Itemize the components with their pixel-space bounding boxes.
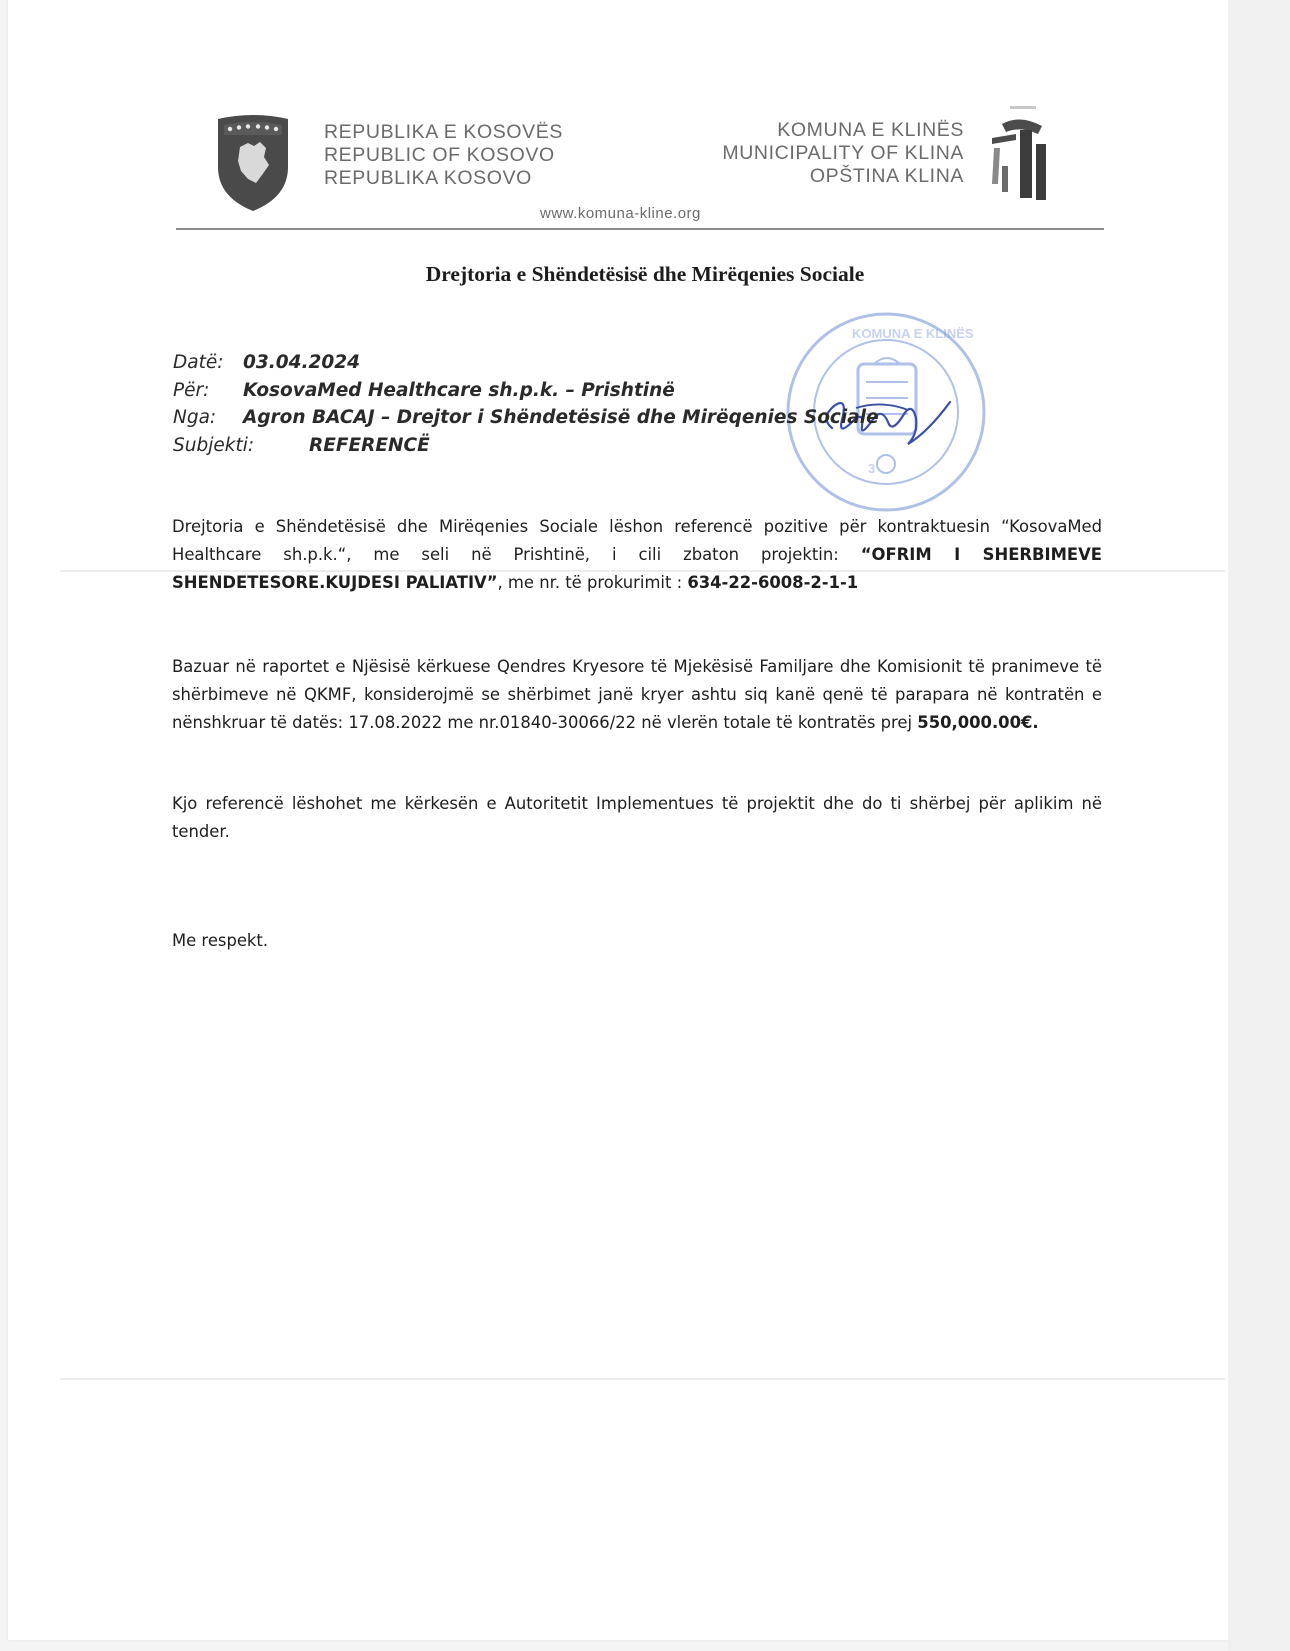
kosovo-emblem-icon	[214, 113, 292, 213]
municipality-line-sq: KOMUNA E KLINËS	[777, 119, 964, 141]
recipient-label: Për:	[173, 379, 210, 401]
country-line-en: REPUBLIC OF KOSOVO	[324, 144, 555, 166]
date-row	[173, 349, 879, 377]
country-header	[324, 121, 563, 190]
header-divider	[176, 228, 1104, 230]
recipient-row	[173, 377, 879, 405]
svg-text:3: 3	[868, 461, 876, 476]
recipient-value: KosovaMed Healthcare sh.p.k. – Prishtinë	[243, 379, 675, 401]
letter-meta	[173, 349, 879, 459]
paragraph-reference-text: Drejtoria e Shëndetësisë dhe Mirëqenies Sociale lëshon referencë pozitive për kontraktuesin “KosovaMed Healthcare sh.p.k.“, me seli në Prishtinë, i cili zbaton projektin:	[172, 517, 1102, 564]
municipality-header	[722, 119, 964, 188]
paragraph-contract	[172, 653, 1102, 737]
sender-label: Nga:	[173, 407, 217, 428]
municipality-logo-icon	[986, 104, 1060, 204]
page-edge	[1228, 0, 1290, 1651]
country-line-sr: REPUBLIKA KOSOVO	[324, 167, 532, 189]
date-value: 03.04.2024	[243, 352, 361, 373]
scan-artifact	[60, 570, 1225, 572]
procurement-label: , me nr. të prokurimit :	[497, 573, 688, 592]
directorate-title: Drejtoria e Shëndetësisë dhe Mirëqenies Sociale	[425, 262, 865, 286]
closing-salutation: Me respekt.	[172, 931, 269, 950]
svg-text:KOMUNA E KLINËS: KOMUNA E KLINËS	[852, 326, 974, 341]
subject-value: REFERENCË	[309, 434, 430, 456]
paragraph-contract-text: Bazuar në raportet e Njësisë kërkuese Qendres Kryesore të Mjekësisë Familjare dhe Komisionit të pranimeve të shërbimeve në QKMF, konsiderojmë se shërbimet janë kryer ashtu siq kanë qenë të parapara në kontratën e nënshkruar të datës: 17.08.2022 me nr.01840-30066/22 në vlerën totale të kontratës prej	[172, 657, 1102, 732]
paragraph-reference	[172, 513, 1102, 597]
website-url: www.komuna-kline.org	[540, 205, 701, 222]
date-label: Datë:	[173, 352, 224, 373]
contract-amount: 550,000.00€.	[917, 713, 1039, 732]
project-name: “OFRIM I SHERBIMEVE SHENDETESORE.KUJDESI PALIATIV”	[172, 545, 1102, 592]
scan-artifact	[60, 1378, 1225, 1380]
sender-row	[173, 404, 879, 432]
procurement-number: 634-22-6008-2-1-1	[687, 573, 859, 592]
municipality-line-sr: OPŠTINA KLINA	[809, 165, 964, 187]
municipality-line-en: MUNICIPALITY OF KLINA	[722, 142, 964, 164]
country-line-sq: REPUBLIKA E KOSOVËS	[324, 121, 563, 143]
paragraph-purpose: Kjo referencë lëshohet me kërkesën e Autoritetit Implementues të projektit dhe do ti shërbej për aplikim në tender.	[172, 794, 1102, 841]
subject-label: Subjekti:	[173, 434, 255, 456]
sender-value: Agron BACAJ – Drejtor i Shëndetësisë dhe Mirëqenies Sociale	[243, 407, 879, 428]
subject-row	[173, 432, 879, 460]
